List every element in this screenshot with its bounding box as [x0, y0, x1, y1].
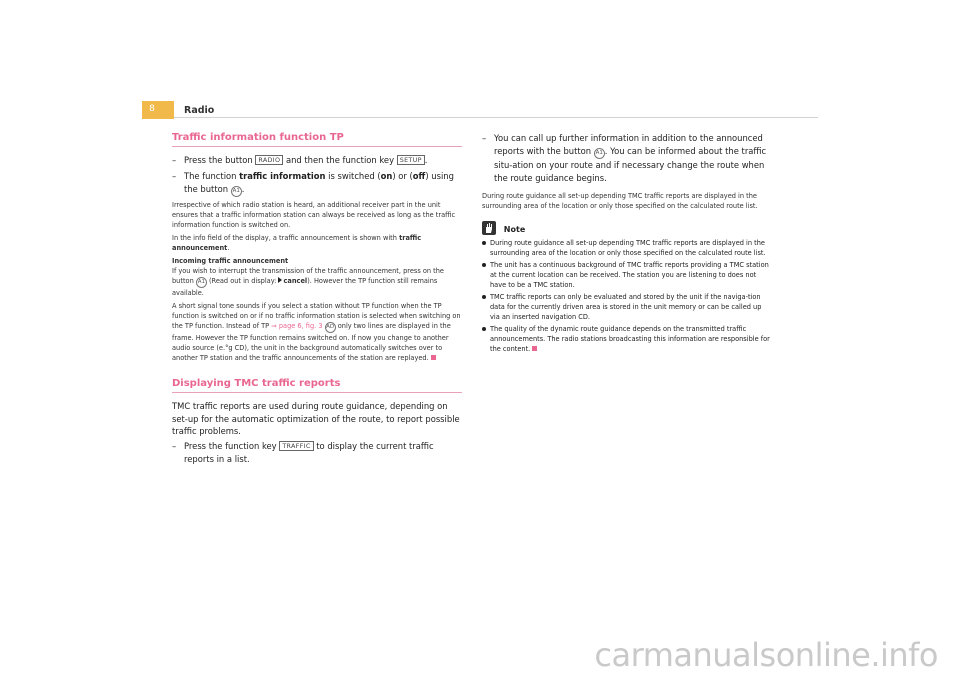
- step-press-traffic: – Press the function key TRAFFIC to display the current traffic reports in a list.: [172, 440, 434, 464]
- step-bold: traffic information: [239, 171, 326, 181]
- step-bold: off: [412, 171, 426, 181]
- section-heading-tp: Traffic information function TP: [172, 132, 462, 147]
- radio-key: RADIO: [255, 155, 283, 165]
- watermark-text: carmanualsonline.info: [594, 636, 938, 674]
- end-square-icon: [431, 355, 436, 360]
- para-bold: cancel: [283, 277, 308, 285]
- header-title: Radio: [184, 105, 215, 116]
- note-bullet: During route guidance all set-up depending TMC traffic reports are displayed in the surrounding area of the location or only those specified on the calculated route list.: [482, 238, 772, 258]
- step-text: .: [241, 184, 245, 194]
- step-further-info: – You can call up further information in addition to the announced reports with the button A1 . You can be informed about the traffic situ-ation on your route and if necessary change the route when the route guidance begins.: [482, 133, 767, 183]
- note-title: Note: [503, 225, 526, 234]
- end-square-icon: [532, 346, 537, 351]
- paragraph: During route guidance all set-up depending TMC traffic reports are displayed in the surrounding area of the location or only those specified on the calculated route list.: [482, 192, 758, 210]
- step-text: is switched (: [328, 171, 381, 181]
- para-text: If you wish to interrupt the transmission of the traffic announcement, press on the button: [172, 267, 444, 285]
- page-number: 8: [149, 104, 155, 114]
- para-text: In the info field of the display, a traffic announcement is shown with: [172, 234, 397, 242]
- para-bold: traffic announcement: [172, 234, 422, 252]
- step-text: to display the current traffic reports in a list.: [184, 440, 434, 464]
- para-text: ). However the TP function still remains available.: [172, 277, 438, 297]
- step-switch-function: – The function traffic information is switched (on) or (off) using the button A1 .: [172, 170, 462, 197]
- right-column: [482, 132, 772, 356]
- header-rule: [174, 117, 818, 118]
- watermark: [0, 636, 960, 678]
- para-text: (Read out in display:: [208, 277, 277, 285]
- paragraph: Irrespective of which radio station is heard, an additional receiver part in the unit ensures that a traffic information station can always be received as long as the traffic information function is switched on.: [172, 201, 456, 229]
- step-text: You can call up further information in addition to the announced reports with the button: [494, 133, 763, 156]
- para-text: A short signal tone sounds if you select a station without TP function when the TP function is switched on or if no traffic information station is selected when switching on the TP function. Instead of TP: [172, 302, 461, 330]
- left-column: [172, 132, 462, 469]
- note-bullet: TMC traffic reports can only be evaluated and stored by the unit if the naviga-tion data for the currently driven area is stored in the unit memory or can be called up via an inserted navigation CD.: [482, 292, 772, 322]
- para-text: .: [227, 244, 230, 252]
- setup-key: SETUP: [397, 155, 425, 165]
- step-text: ) using the button: [184, 171, 454, 194]
- intro-paragraph: TMC traffic reports are used during route guidance, depending on set-up for the automatic optimization of the route, to report possible traffic problems.: [172, 401, 460, 436]
- step-text: The function: [184, 171, 237, 181]
- paragraph: [172, 301, 462, 363]
- note-hand-icon: [482, 221, 496, 235]
- page-reference-link[interactable]: ⇒ page 6, fig. 3: [271, 322, 323, 330]
- button-a1-callout: A1: [196, 277, 207, 288]
- note-bullet: [482, 324, 772, 354]
- step-text: Press the button: [184, 155, 253, 165]
- para-text: only two lines are displayed in the frame. However the TP function remains switched on. If now you change to another audio source (e.°g CD), the unit in the background automatically switches over to another TP station and the traffic announcements of the station are replayed.: [172, 322, 451, 362]
- step-text: .: [424, 155, 428, 165]
- bullet-text: The quality of the dynamic route guidance depends on the transmitted traffic announcements. The radio stations broadcasting this information are responsible for the content.: [490, 325, 770, 353]
- sub-heading: Incoming traffic announcement: [172, 257, 289, 265]
- step-text: Press the function key: [184, 440, 277, 451]
- section-heading-tmc: Displaying TMC traffic reports: [172, 378, 462, 393]
- step-text: ) or (: [392, 171, 413, 181]
- step-press-radio: – Press the button RADIO and then the function key SETUP .: [172, 155, 428, 165]
- button-a1-callout: A1: [231, 186, 242, 197]
- paragraph: [172, 233, 462, 253]
- step-bold: on: [380, 171, 393, 181]
- note-bullet: The unit has a continuous background of TMC traffic reports providing a TMC station at the current location can be received. The station you are listening to does not have to be a TMC station.: [482, 260, 772, 290]
- display-ad-callout: AD: [325, 322, 336, 333]
- traffic-key: TRAFFIC: [279, 441, 313, 451]
- step-text: . You can be informed about the traffic situ-ation on your route and if necessary change the route when the route guidance begins.: [494, 146, 767, 183]
- step-text: and then the function key: [285, 155, 395, 165]
- button-a1-callout: A1: [594, 148, 605, 159]
- note-heading: [482, 221, 772, 235]
- paragraph: [172, 266, 462, 298]
- arrow-right-icon: [278, 277, 282, 283]
